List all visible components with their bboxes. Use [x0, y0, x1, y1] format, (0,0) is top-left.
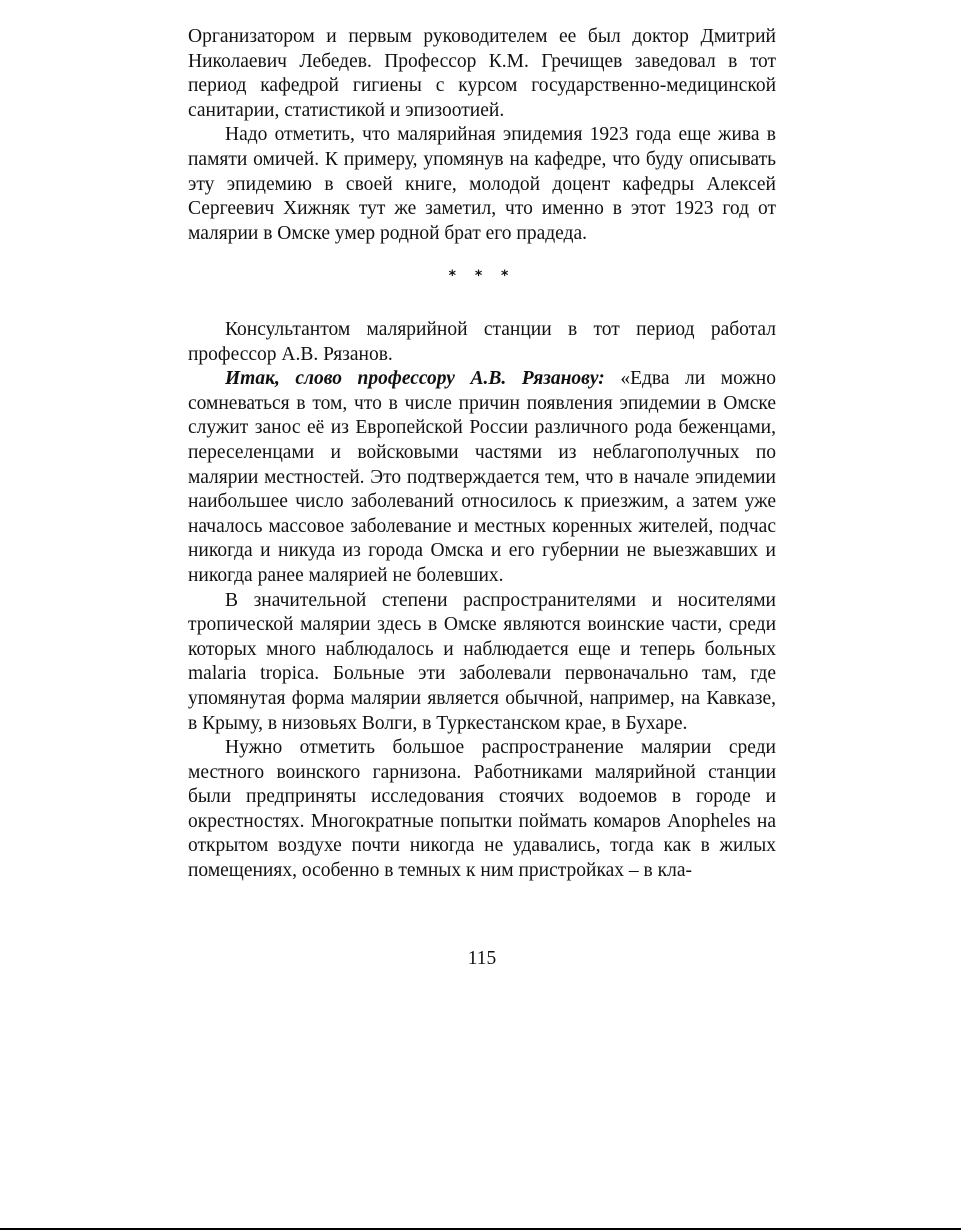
paragraph-garrison: Нужно отметить большое распространение малярии среди местного воинского гарнизона. Работниками малярийной станции были предприняты исследования стоячих водоемов в городе и окрестностях. Многократные попытки поймать комаров Anopheles на открытом воздухе почти никогда не удавались, тогда как в жилых помещениях, особенно в темных к ним пристройках – в кла- [188, 737, 776, 882]
paragraph-tropical-malaria: В значительной степени распространителями и носителями тропической малярии здесь в Омске являются воинские части, среди которых много наблюдалось и наблюдается еще и теперь больных malaria tropica. Больные эти заболевали первоначально там, где упомянутая форма малярии является обычной, например, на Кавказе, в Крыму, в низовьях Волги, в Туркестанском крае, в Бухаре. [188, 589, 776, 734]
paragraph-epidemic-memory: Надо отметить, что малярийная эпидемия 1923 года еще жива в памяти омичей. К примеру, упомянув на кафедре, что буду описывать эту эпидемию в своей книге, молодой доцент кафедры Алексей Сергеевич Хижняк тут же заметил, что именно в этот 1923 год от малярии в Омске умер родной брат его прадеда. [188, 124, 776, 244]
paragraph-consultant: Консультантом малярийной станции в тот период работал профессор А.В. Рязанов. [188, 319, 776, 365]
paragraph-quote [188, 367, 776, 588]
section-separator: * * * [448, 268, 516, 284]
paragraph-organizer: Организатором и первым руководителем ее был доктор Дмитрий Николаевич Лебедев. Профессор К.М. Гречищев заведовал в тот период кафедрой гигиены с курсом государственно-медицинской санитарии, статистикой и эпизоотией. [188, 26, 776, 121]
page-number: 115 [467, 948, 497, 969]
bottom-text-block [188, 318, 776, 884]
quote-lead: Итак, слово профессору А.В. Рязанову: [225, 368, 605, 390]
top-text-block [188, 25, 776, 246]
quote-text: «Едва ли можно сомневаться в том, что в числе причин появления эпидемии в Омске служит занос её из Европейской России различного рода беженцами, переселенцами и войсковыми частями из неблагополучных по малярии местностей. Это подтверждается тем, что в начале эпидемии наибольшее число заболеваний относилось к приезжим, а затем уже началось массовое заболевание и местных коренных жителей, подчас никогда и никуда из города Омска и его губернии не выезжавших и никогда ранее малярией не болевших. [188, 368, 776, 586]
